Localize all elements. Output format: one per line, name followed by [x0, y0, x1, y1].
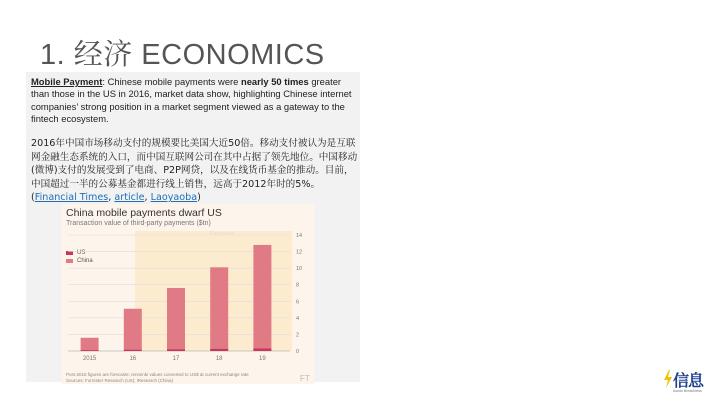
- link-article[interactable]: article: [114, 192, 145, 204]
- brand-logo: [663, 368, 707, 398]
- chart-footnote: [66, 372, 249, 383]
- bar-china: [210, 267, 228, 351]
- english-part1: : Chinese mobile payments were: [102, 76, 241, 87]
- bar-china: [167, 288, 185, 351]
- chart-title: China mobile payments dwarf US: [66, 207, 222, 219]
- y-tick-label: 4: [296, 315, 300, 322]
- legend-label-us: US: [77, 250, 86, 256]
- chinese-text: 2016年中国市场移动支付的规模要比美国大近50倍。移动支付被认为是互联网金融生态系统的入口，而中国互联网公司在其中占据了领先地位。中国移动(微博)支付的发展受到了电商、P2P网贷，以及在线货币基金的推动。目前，中国超过一半的公募基金都进行线上销售，远高于2012年时的5%。(: [31, 138, 358, 204]
- y-tick-label: 10: [296, 266, 303, 273]
- topic-label: Mobile Payment: [31, 76, 103, 87]
- link-laoyaoba[interactable]: Laoyaoba: [150, 192, 198, 204]
- english-emphasis: nearly 50 times: [240, 76, 309, 87]
- lightning-icon: [663, 370, 673, 388]
- english-part2: greater than those in the US in 2016, market data show, highlighting Chinese internet companies’ strong position in a market segment viewed as a gateway to the fintech ecosystem.: [31, 76, 352, 124]
- bar-us: [253, 349, 271, 351]
- separator: ,: [108, 192, 115, 204]
- y-tick-label: 8: [296, 282, 300, 289]
- x-tick-label: 2015: [82, 356, 97, 362]
- footnote-line: Post-2015 figures are forecasts; renminbi values converted to US$ at current exchange rate: [66, 372, 249, 377]
- bar-us: [210, 349, 228, 351]
- chart-subtitle: Transaction value of third-party payments ($tn): [66, 220, 211, 227]
- y-tick-label: 12: [296, 249, 303, 256]
- x-tick-label: 16: [129, 356, 137, 362]
- legend-label-china: China: [77, 258, 93, 264]
- close-paren: ): [197, 192, 201, 204]
- x-tick-label: 17: [172, 356, 180, 362]
- link-financial-times[interactable]: Financial Times: [34, 192, 109, 204]
- bar-china: [124, 309, 142, 351]
- ft-watermark: FT: [300, 374, 310, 383]
- bar-us: [124, 350, 142, 351]
- bar-china: [81, 338, 99, 351]
- x-tick-label: 19: [259, 356, 266, 362]
- y-tick-label: 6: [296, 299, 300, 306]
- y-tick-label: 14: [296, 233, 303, 239]
- y-tick-label: 2: [296, 332, 300, 339]
- slide-title: 1. 经济 ECONOMICS: [40, 39, 325, 71]
- bar-us: [167, 349, 185, 351]
- bar-china: [253, 245, 271, 351]
- logo-subtext: Asean BreakNews: [673, 389, 702, 393]
- x-tick-label: 18: [215, 356, 223, 362]
- separator: ,: [144, 192, 151, 204]
- bar-us: [81, 350, 99, 351]
- footnote-line: Sources: Forrester Research (US); iResearch (China): [66, 377, 174, 383]
- y-tick-label: 0: [296, 349, 300, 355]
- logo-text: 信息: [673, 371, 704, 390]
